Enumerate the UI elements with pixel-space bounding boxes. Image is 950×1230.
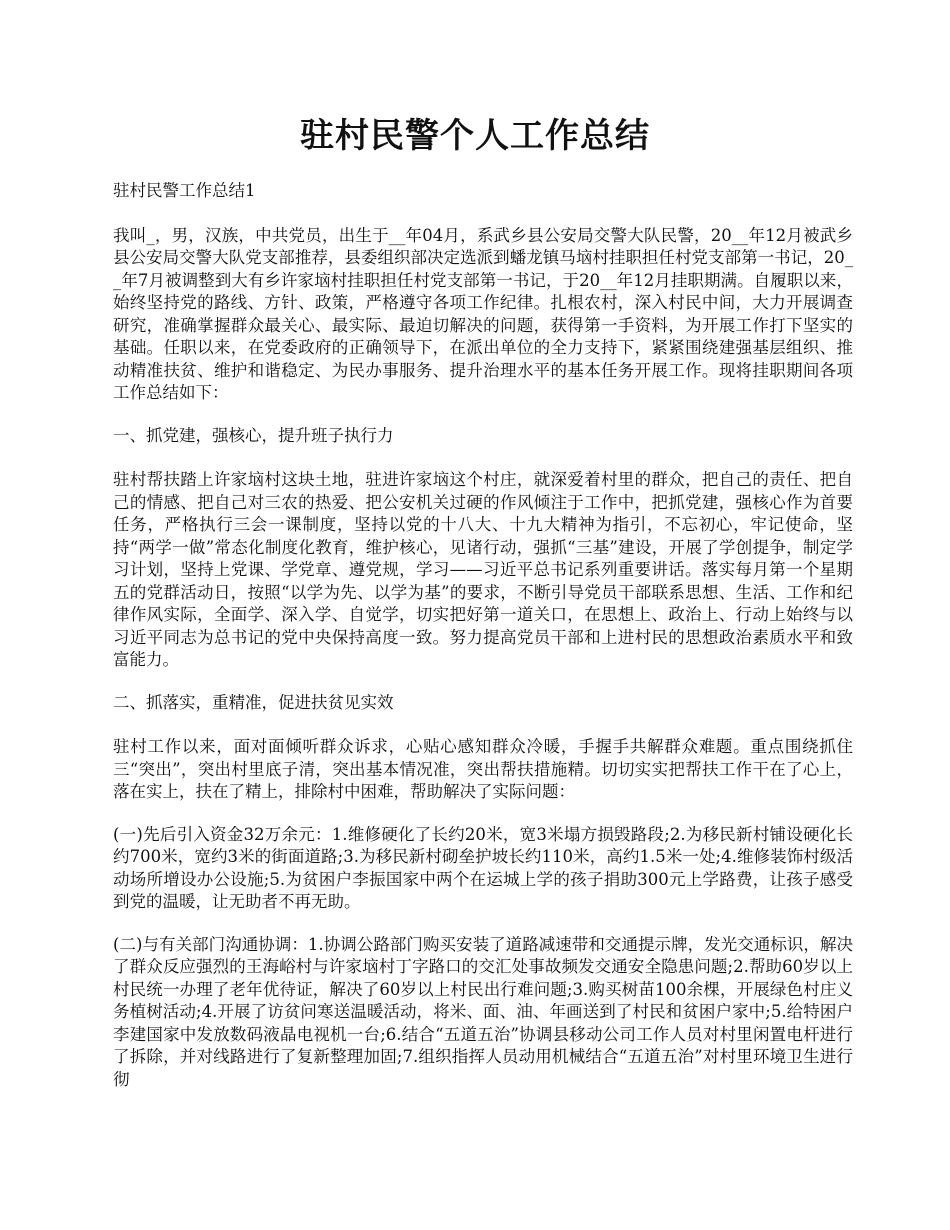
document-body — [113, 180, 853, 1111]
paragraph-coordination: (二)与有关部门沟通协调：1.协调公路部门购买安装了道路减速带和交通提示牌，发光交通标识，解决了群众反应强烈的王海峪村与许家垴村丁字路口的交汇处事故频发交通安全隐患问题;2.帮助60岁以上村民统一办理了老年优待证，解决了60岁以上村民出行难问题;3.购买树苗100余棵，开展绿色村庄义务植树活动;4.开展了访贫问寒送温暖活动，将米、面、油、年画送到了村民和贫困户家中;5.给特困户李建国家中发放数码液晶电视机一台;6.结合“五道五治”协调县移动公司工作人员对村里闲置电杆进行了拆除，并对线路进行了复新整理加固;7.组织指挥人员动用机械结合“五道五治”对村里环境卫生进行彻 — [113, 934, 853, 1089]
paragraph-poverty-alleviation: 驻村工作以来，面对面倾听群众诉求，心贴心感知群众冷暖，手握手共解群众难题。重点围绕抓住三“突出”，突出村里底子清，突出基本情况准，突出帮扶措施精。切切实实把帮扶工作干在了心上，落在实上，扶在了精上，排除村中困难，帮助解决了实际问题： — [113, 737, 853, 801]
document-subtitle: 驻村民警工作总结1 — [113, 181, 256, 200]
paragraph-party-building: 驻村帮扶踏上许家垴村这块土地，驻进许家垴这个村庄，就深爱着村里的群众，把自己的责任、把自己的情感、把自己对三农的热爱、把公安机关过硬的作风倾注于工作中，把抓党建，强核心作为首要任务，严格执行三会一课制度，坚持以党的十八大、十九大精神为指引，不忘初心，牢记使命，坚持“两学一做”常态化制度化教育，维护核心，见诸行动，强抓“三基”建设，开展了学创提争，制定学习计划，坚持上党课、学党章、遵党规，学习——习近平总书记系列重要讲话。落实每月第一个星期五的党群活动日，按照“以学为先、以学为基”的要求，不断引导党员干部联系思想、生活、工作和纪律作风实际，全面学、深入学、自觉学，切实把好第一道关口，在思想上、政治上、行动上始终与以习近平同志为总书记的党中央保持高度一致。努力提高党员干部和上进村民的思想政治素质水平和致富能力。 — [113, 470, 853, 669]
document-title: 驻村民警个人工作总结 — [300, 116, 650, 156]
paragraph-intro: 我叫_，男，汉族，中共党员，出生于__年04月，系武乡县公安局交警大队民警，20__年12月被武乡县公安局交警大队党支部推荐，县委组织部决定选派到蟠龙镇马垴村挂职担任村党支部第一书记，20__年7月被调整到大有乡许家垴村挂职担任村党支部第一书记，于20__年12月挂职期满。自履职以来，始终坚持党的路线、方针、政策，严格遵守各项工作纪律。扎根农村，深入村民中间，大力开展调查研究，准确掌握群众最关心、最实际、最迫切解决的问题，获得第一手资料，为开展工作打下坚实的基础。任职以来，在党委政府的正确领导下，在派出单位的全力支持下，紧紧围绕建强基层组织、推动精准扶贫、维护和谐稳定、为民办事服务、提升治理水平的基本任务开展工作。现将挂职期间各项工作总结如下： — [113, 225, 853, 402]
section-heading-party-building: 一、抓党建，强核心，提升班子执行力 — [113, 425, 394, 445]
paragraph-funding: (一)先后引入资金32万余元：1.维修硬化了长约20米，宽3米塌方损毁路段;2.为移民新村铺设硬化长约700米，宽约3米的街面道路;3.为移民新村砌垒护坡长约110米，高约1.5米一处;4.维修装饰村级活动场所增设办公设施;5.为贫困户李振国家中两个在运城上学的孩子捐助300元上学路费，让孩子感受到党的温暖，让无助者不再无助。 — [113, 824, 853, 911]
section-heading-poverty-alleviation: 二、抓落实，重精准，促进扶贫见实效 — [113, 692, 394, 712]
